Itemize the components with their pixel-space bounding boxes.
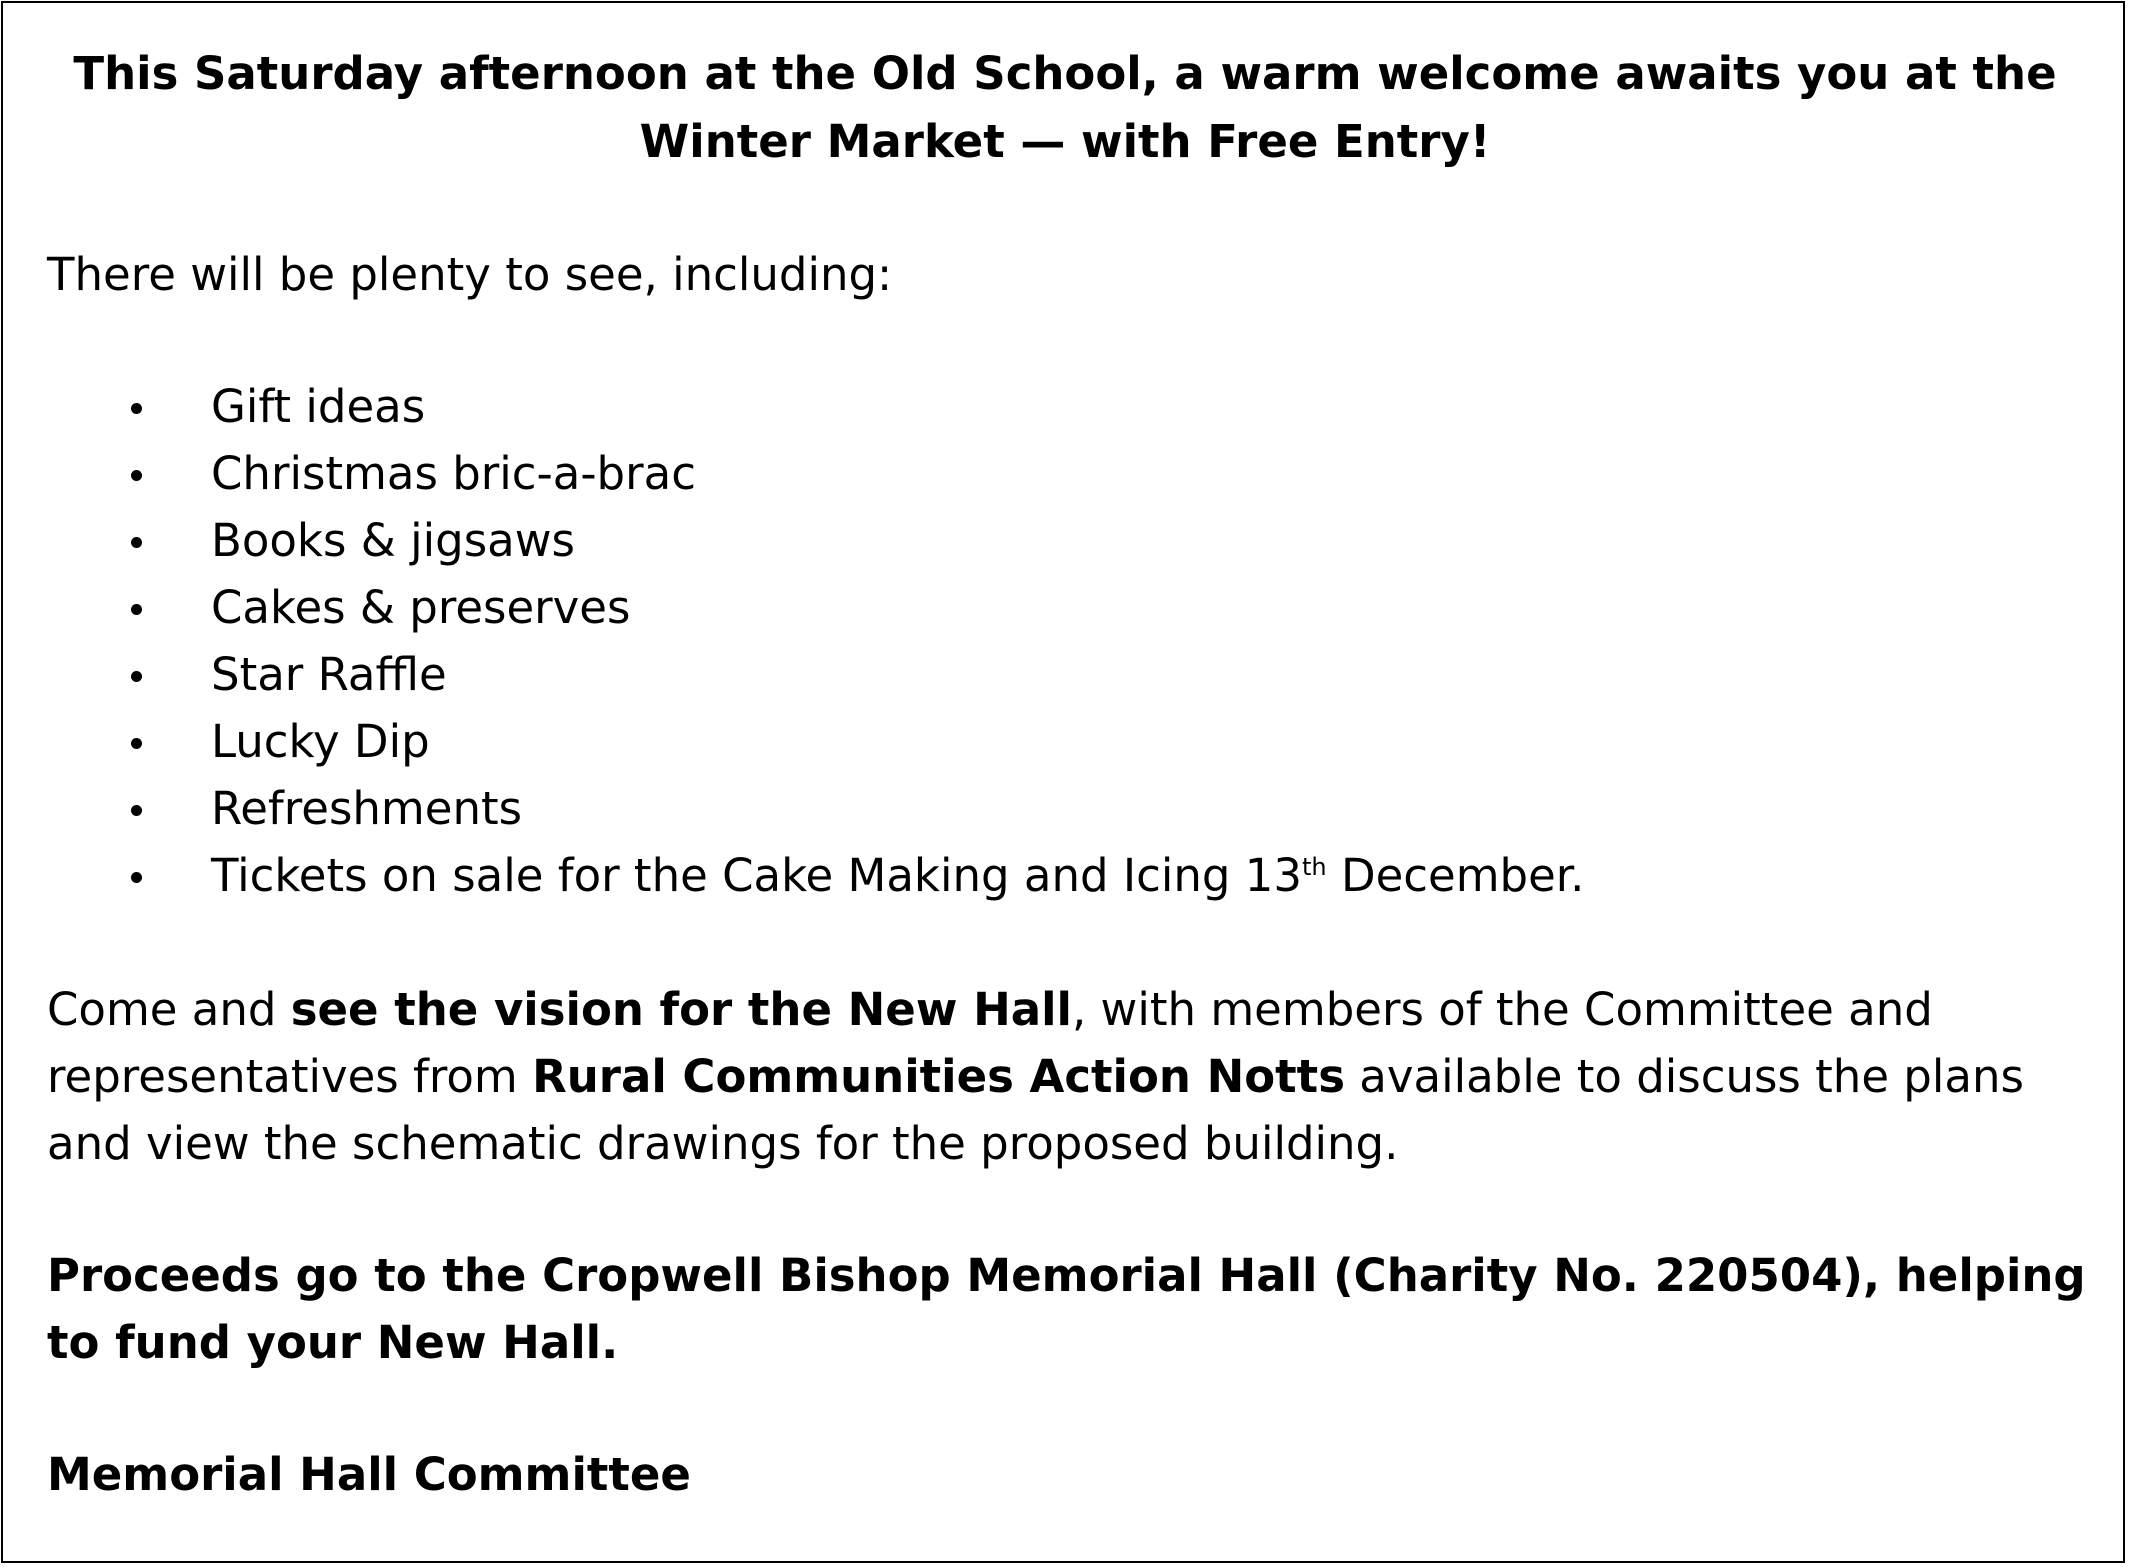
list-item-text: Refreshments	[211, 782, 523, 835]
organisation-name: Rural Communities Action Notts	[532, 1050, 1345, 1103]
bullet-icon	[131, 403, 142, 414]
tickets-text: Tickets on sale for the Cake Making and Icing 13	[211, 849, 1303, 902]
tickets-date-text: December.	[1326, 849, 1585, 902]
list-item-text: Lucky Dip	[211, 715, 430, 768]
list-item-text: Christmas bric-a-brac	[211, 447, 696, 500]
intro-text: There will be plenty to see, including:	[47, 248, 893, 301]
bullet-icon	[131, 537, 142, 548]
bullet-icon	[131, 805, 142, 816]
list-item	[47, 708, 2087, 775]
list-item-text: Gift ideas	[211, 380, 426, 433]
headline: This Saturday afternoon at the Old School, a warm welcome awaits you at the Winter Market — with Free Entry!	[73, 47, 2057, 168]
vision-text-2: , with members of the Committee and representatives from	[47, 983, 1933, 1103]
ordinal-suffix: th	[1302, 853, 1327, 881]
attractions-list	[47, 373, 2087, 909]
bullet-icon	[131, 671, 142, 682]
list-item-text: Books & jigsaws	[211, 514, 575, 567]
list-item	[47, 440, 2087, 507]
proceeds-paragraph: Proceeds go to the Cropwell Bishop Memorial Hall (Charity No. 220504), helping to fund your New Hall.	[47, 1249, 2086, 1369]
list-item	[47, 574, 2087, 641]
vision-paragraph	[47, 976, 2087, 1177]
list-item	[47, 775, 2087, 842]
list-item-text: Star Raffle	[211, 648, 447, 701]
signoff: Memorial Hall Committee	[47, 1448, 691, 1501]
list-item	[47, 641, 2087, 708]
vision-text-3: available to discuss the plans and view the schematic drawings for the proposed building.	[47, 1050, 2024, 1170]
list-item	[47, 507, 2087, 574]
vision-text-1: Come and	[47, 983, 291, 1036]
bullet-icon	[131, 470, 142, 481]
list-item-text: Cakes & preserves	[211, 581, 631, 634]
notice-body	[47, 40, 2087, 1508]
vision-highlight: see the vision for the New Hall	[290, 983, 1072, 1036]
list-item-tickets	[47, 842, 2087, 909]
bullet-icon	[131, 738, 142, 749]
bullet-icon	[131, 604, 142, 615]
bullet-icon	[131, 872, 142, 883]
list-item	[47, 373, 2087, 440]
